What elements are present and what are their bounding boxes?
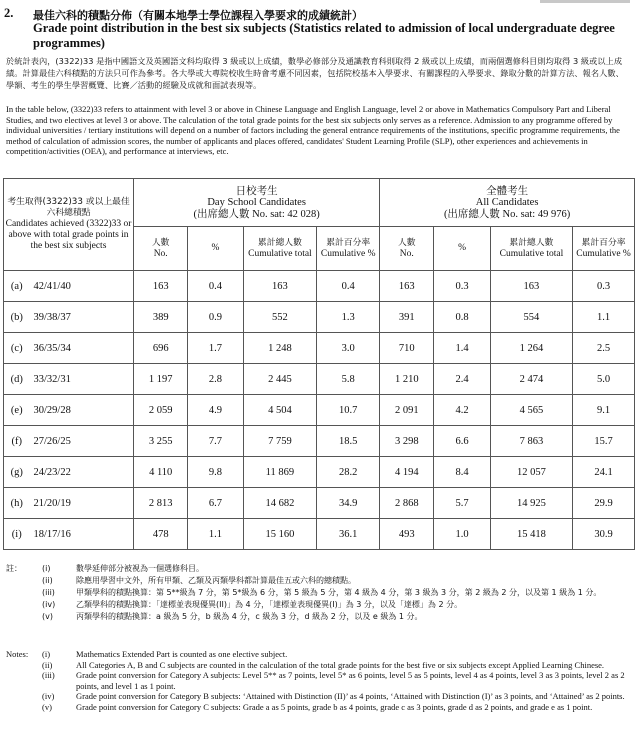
all-cum-pct: 30.9 (573, 519, 635, 550)
day-cum-total: 163 (243, 271, 317, 302)
grade-point-range: 42/41/40 (30, 271, 134, 302)
all-no: 391 (380, 302, 434, 333)
table-row (4, 457, 635, 488)
day-pct: 9.8 (188, 457, 243, 488)
all-no: 2 091 (380, 395, 434, 426)
day-cum-total: 7 759 (243, 426, 317, 457)
day-cum-pct: 34.9 (317, 488, 380, 519)
col-header-cum-pct (317, 227, 380, 271)
col-header-zh: 累計百分率 (581, 237, 626, 248)
all-cum-pct: 0.3 (573, 271, 635, 302)
notes-heading-en: Notes: (6, 649, 29, 659)
grade-point-range: 24/23/22 (30, 457, 134, 488)
note-text: 乙類學科的積點換算：「達標並表現優異(II)」為 4 分，「達標並表現優異(I)」為 3 分，以及「達標」為 2 分。 (76, 600, 463, 609)
table-row (4, 488, 635, 519)
all-cum-total: 4 565 (490, 395, 572, 426)
col-header-en: No. (153, 248, 168, 259)
col-header-cum-total (243, 227, 317, 271)
grade-point-range: 18/17/16 (30, 519, 134, 550)
all-cum-total: 163 (490, 271, 572, 302)
table-row (4, 364, 635, 395)
note-index: (v) (42, 612, 53, 621)
day-cum-pct: 1.3 (317, 302, 380, 333)
day-cum-total: 11 869 (243, 457, 317, 488)
group-title-en: All Candidates (475, 196, 539, 208)
all-cum-total: 12 057 (490, 457, 572, 488)
day-cum-total: 2 445 (243, 364, 317, 395)
table-body (4, 271, 635, 550)
day-cum-pct: 18.5 (317, 426, 380, 457)
stub-header-zh: 考生取得(3322)33 或以上最佳六科總積點 (7, 197, 130, 218)
header-rule (540, 0, 630, 3)
all-cum-total: 554 (490, 302, 572, 333)
grade-point-table (3, 178, 635, 550)
page-top-strip (0, 0, 638, 4)
col-header-cum-pct (573, 227, 635, 271)
note-row (6, 691, 636, 702)
note-row (6, 563, 636, 575)
col-header-pct (188, 227, 243, 271)
day-cum-pct: 5.8 (317, 364, 380, 395)
note-index: (ii) (42, 659, 53, 670)
section-title-zh: 最佳六科的積點分佈（有關本地學士學位課程入學要求的成績統計） (33, 9, 363, 22)
all-cum-total: 14 925 (490, 488, 572, 519)
row-label: (d) (4, 364, 30, 395)
table-row (4, 302, 635, 333)
day-cum-pct: 3.0 (317, 333, 380, 364)
notes-zh (6, 563, 636, 623)
note-text: Grade point conversion for Category C subjects: Grade a as 5 points, grade b as 4 points, grade c as 3 points, grade d as 2 points, and grade e as 1 point. (76, 701, 593, 712)
col-header-zh: 人數 (397, 237, 416, 248)
day-pct: 0.4 (188, 271, 243, 302)
note-row (6, 587, 636, 599)
day-no: 2 059 (134, 395, 188, 426)
col-header-no (380, 227, 434, 271)
day-cum-pct: 0.4 (317, 271, 380, 302)
col-header-zh: 累計總人數 (257, 237, 302, 248)
group-sat-count: (出席總人數 No. sat: 49 976) (443, 208, 571, 220)
table-row (4, 519, 635, 550)
grade-point-range: 33/32/31 (30, 364, 134, 395)
table-row (4, 271, 635, 302)
day-cum-total: 552 (243, 302, 317, 333)
row-label: (a) (4, 271, 30, 302)
day-cum-total: 14 682 (243, 488, 317, 519)
row-label: (c) (4, 333, 30, 364)
all-cum-pct: 2.5 (573, 333, 635, 364)
day-pct: 0.9 (188, 302, 243, 333)
all-cum-pct: 1.1 (573, 302, 635, 333)
notes-en (6, 649, 636, 712)
row-label: (g) (4, 457, 30, 488)
day-cum-total: 1 248 (243, 333, 317, 364)
day-pct: 1.1 (188, 519, 243, 550)
note-text: 甲類學科的積點換算：第 5**級為 7 分，第 5*級為 6 分，第 5 級為 5 分，第 4 級為 4 分，第 3 級為 3 分，第 2 級為 2 分，以及第 1 級為 1 分。 (76, 588, 602, 597)
note-row (6, 702, 636, 713)
note-index: (v) (42, 701, 52, 712)
table-row (4, 333, 635, 364)
day-no: 389 (134, 302, 188, 333)
all-pct: 2.4 (434, 364, 490, 395)
all-cum-total: 2 474 (490, 364, 572, 395)
note-index: (ii) (42, 576, 53, 585)
note-index: (iii) (42, 588, 55, 597)
table-row (4, 426, 635, 457)
day-no: 4 110 (134, 457, 188, 488)
note-text: 數學延伸部分被視為一個選修科目。 (76, 564, 204, 573)
row-label: (i) (4, 519, 30, 550)
note-row (6, 660, 636, 671)
note-row (6, 575, 636, 587)
col-header-zh: 累計總人數 (509, 237, 554, 248)
all-no: 4 194 (380, 457, 434, 488)
all-cum-total: 15 418 (490, 519, 572, 550)
all-no: 710 (380, 333, 434, 364)
day-cum-total: 15 160 (243, 519, 317, 550)
group-header-all-candidates (380, 179, 635, 227)
day-cum-total: 4 504 (243, 395, 317, 426)
table-row (4, 395, 635, 426)
col-header-en: Cumulative total (499, 248, 564, 259)
all-cum-pct: 24.1 (573, 457, 635, 488)
all-pct: 4.2 (434, 395, 490, 426)
grade-point-range: 39/38/37 (30, 302, 134, 333)
day-cum-pct: 28.2 (317, 457, 380, 488)
day-no: 478 (134, 519, 188, 550)
col-header-zh: 人數 (151, 237, 170, 248)
row-label: (e) (4, 395, 30, 426)
group-header-day-school (134, 179, 380, 227)
all-pct: 0.8 (434, 302, 490, 333)
col-header-en: No. (399, 248, 414, 259)
group-title-en: Day School Candidates (207, 196, 306, 208)
note-text: 丙類學科的積點換算：a 級為 5 分，b 級為 4 分，c 級為 3 分，d 級為 2 分，以及 e 級為 1 分。 (76, 612, 423, 621)
intro-paragraph-zh: 於統計表內，(3322)33 是指中國語文及英國語文科均取得 3 級或以上成績，數學必修部分及通識教育科則取得 2 級或以上成績，而兩個選修科目則均取得 3 級或以上成績。計算最佳六科積點的方法只可作為參考。各大學或大專院校收生時會考慮不同因素，包括院校基本入學要求、有關課程的入學要求、錄取分數的計算方法、報名人數、學額、考生的學生學習概覽、比賽／活動的經驗及成就和面試表現等。 (6, 56, 624, 90)
all-pct: 8.4 (434, 457, 490, 488)
all-pct: 1.0 (434, 519, 490, 550)
grade-point-range: 36/35/34 (30, 333, 134, 364)
group-title-zh: 日校考生 (235, 184, 278, 197)
stub-header-en: Candidates achieved (3322)33 or above with total grade points in the best six subjects (5, 219, 132, 251)
note-index: (iv) (42, 600, 56, 609)
day-no: 2 813 (134, 488, 188, 519)
all-pct: 5.7 (434, 488, 490, 519)
col-header-en: Cumulative total (248, 248, 312, 259)
row-label: (f) (4, 426, 30, 457)
day-pct: 2.8 (188, 364, 243, 395)
col-header-cum-total (490, 227, 572, 271)
section-title-en: Grade point distribution in the best six subjects (Statistics related to admission of local undergraduate degree programmes) (33, 21, 615, 50)
all-cum-pct: 29.9 (573, 488, 635, 519)
all-cum-total: 7 863 (490, 426, 572, 457)
day-no: 3 255 (134, 426, 188, 457)
all-no: 163 (380, 271, 434, 302)
note-text: Mathematics Extended Part is counted as one elective subject. (76, 649, 288, 659)
note-text: Grade point conversion for Category A subjects: Level 5** as 7 points, level 5* as 6 points, level 5 as 5 points, level 4 as 4 points, level 3 as 3 points, level 2 as 2 points, and level 1 as 1 point. (76, 670, 625, 691)
note-text: All Categories A, B and C subjects are counted in the calculation of the total grade points for the best five or six subjects except Applied Learning Chinese. (76, 659, 605, 670)
all-pct: 0.3 (434, 271, 490, 302)
note-index: (iii) (42, 670, 55, 680)
note-row (6, 599, 636, 611)
day-no: 696 (134, 333, 188, 364)
col-header-pct (434, 227, 490, 271)
all-no: 3 298 (380, 426, 434, 457)
row-label: (b) (4, 302, 30, 333)
all-no: 2 868 (380, 488, 434, 519)
all-pct: 6.6 (434, 426, 490, 457)
col-header-en: Cumulative % (320, 248, 376, 259)
note-index: (i) (42, 649, 51, 659)
note-text: 除應用學習中文外，所有甲類、乙類及丙類學科都計算最佳五或六科的總積點。 (76, 576, 356, 585)
group-title-zh: 全體考生 (486, 184, 529, 197)
grade-point-range: 21/20/19 (30, 488, 134, 519)
stub-header (4, 179, 134, 271)
note-index: (i) (42, 564, 51, 573)
day-pct: 6.7 (188, 488, 243, 519)
notes-heading-zh: 註： (6, 564, 22, 573)
section-number: 2. (4, 6, 14, 20)
day-cum-pct: 10.7 (317, 395, 380, 426)
day-no: 163 (134, 271, 188, 302)
row-label: (h) (4, 488, 30, 519)
col-header-zh: 累計百分率 (326, 237, 371, 248)
all-pct: 1.4 (434, 333, 490, 364)
day-pct: 7.7 (188, 426, 243, 457)
col-header-en: Cumulative % (576, 248, 631, 259)
intro-paragraph-en: In the table below, (3322)33 refers to attainment with level 3 or above in Chinese Language and English Language, level 2 or above in Mathematics Compulsory Part and Liberal Studies, and two electives at level 3 or above. The calculation of the total grade points for the best six subjects only serves as a reference. Admission to any programme offered by individual universities / tertiary institutions will depend on a number of factors including the general entrance requirements of the institutions, specific programme requirements, the method of calculation of admission scores, the number of applicants and places offered, candidates' Student Learning Profile (SLP), other experiences and achievements in competition/activities (OEA), and performance at interviews, etc. (6, 104, 620, 156)
all-cum-total: 1 264 (490, 333, 572, 364)
day-pct: 4.9 (188, 395, 243, 426)
grade-point-range: 27/26/25 (30, 426, 134, 457)
all-cum-pct: 15.7 (573, 426, 635, 457)
note-row (6, 611, 636, 623)
group-sat-count: (出席總人數 No. sat: 42 028) (193, 208, 320, 220)
day-cum-pct: 36.1 (317, 519, 380, 550)
note-row (6, 670, 636, 691)
note-row (6, 649, 636, 660)
day-pct: 1.7 (188, 333, 243, 364)
grade-point-range: 30/29/28 (30, 395, 134, 426)
col-header-en: % (211, 243, 220, 253)
note-index: (iv) (42, 691, 55, 701)
col-header-no (134, 227, 188, 271)
all-cum-pct: 5.0 (573, 364, 635, 395)
all-cum-pct: 9.1 (573, 395, 635, 426)
all-no: 1 210 (380, 364, 434, 395)
all-no: 493 (380, 519, 434, 550)
col-header-en: % (458, 243, 467, 253)
note-text: Grade point conversion for Category B subjects: ‘Attained with Distinction (II)’ as 4 points, ‘Attained with Distinction (I)’ as 3 points, and ‘Attained’ as 2 points. (76, 691, 625, 701)
day-no: 1 197 (134, 364, 188, 395)
